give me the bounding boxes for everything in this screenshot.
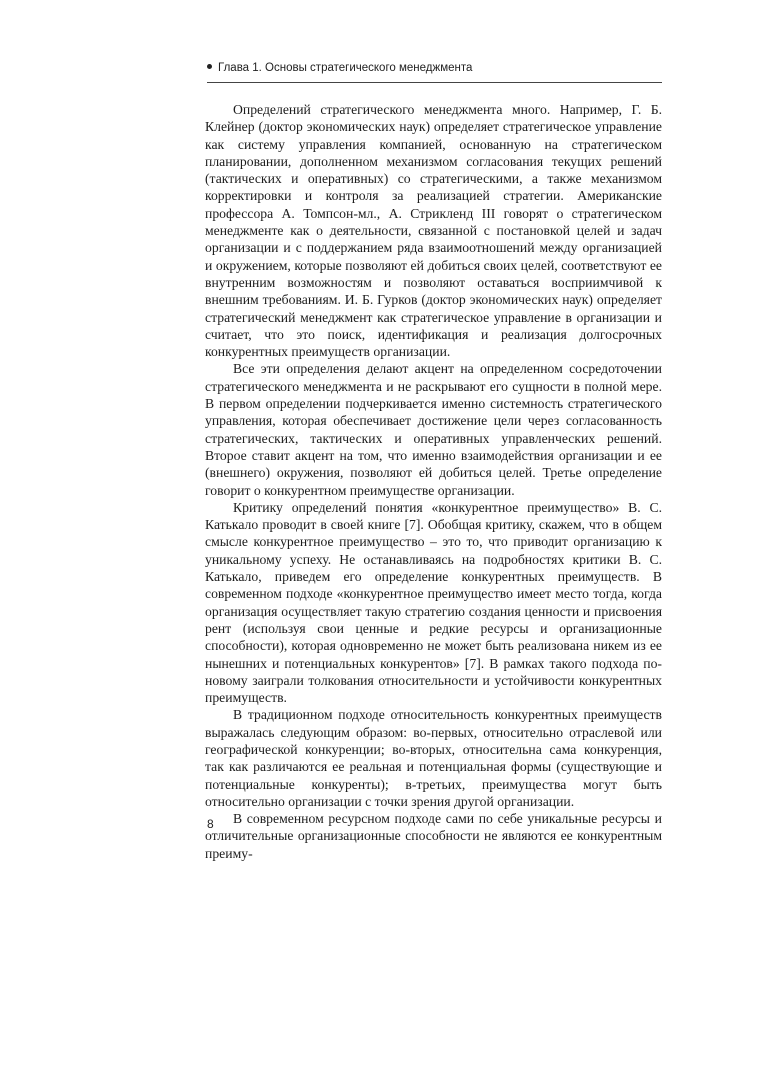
bullet-dot-icon	[207, 64, 212, 69]
page-body	[205, 101, 662, 862]
paragraph: Все эти определения делают акцент на определенном сосредоточении стратегического менеджмента и не раскрывают его сущности в полной мере. В первом определении подчеркивается именно системность стратегического управления, которая обеспечивает достижение цели через согласованность стратегических, тактических и оперативных управленческих решений. Второе ставит акцент на том, что именно взаимодействия организации и ее (внешнего) окружения, позволяют ей добиться целей. Третье определение говорит о конкурентном преимуществе организации.	[205, 361, 662, 498]
chapter-title: Глава 1. Основы стратегического менеджмента	[218, 62, 473, 74]
header-rule	[207, 82, 662, 83]
paragraph: В традиционном подходе относительность конкурентных преимуществ выражалась следующим образом: во-первых, относительно отраслевой или географической конкуренции; во-вторых, относительна сама конкуренция, так как различаются ее реальная и потенциальная формы (существующие и потенциальные конкуренты); в-третьих, преимущества могут быть относительно организации с точки зрения другой организации.	[205, 707, 662, 809]
paragraph: Определений стратегического менеджмента много. Например, Г. Б. Клейнер (доктор экономических наук) определяет стратегическое управление как систему управления компанией, основанную на стратегическом планировании, дополненном механизмом согласования текущих решений (тактических и оперативных) со стратегическими, а также механизмом корректировки и контроля за реализацией стратегии. Американские профессора А. Томпсон-мл., А. Стрикленд III говорят о стратегическом менеджменте как о деятельности, связанной с постановкой целей и задач организации и с поддержанием ряда взаимоотношений между организацией и окружением, которые позволяют ей добиться своих целей, соответствуют ее внутренним возможностям и позволяют оставаться восприимчивой к внешним требованиям. И. Б. Гурков (доктор экономических наук) определяет стратегический менеджмент как стратегическое управление в организации и считает, что это поиск, идентификация и реализация долгосрочных конкурентных преимуществ организации.	[205, 102, 662, 360]
page-number: 8	[207, 817, 214, 831]
running-header	[207, 62, 662, 74]
paragraph: В современном ресурсном подходе сами по себе уникальные ресурсы и отличительные организационные способности не являются ее конкурентным преиму-	[205, 811, 662, 861]
paragraph: Критику определений понятия «конкурентное преимущество» В. С. Катькало проводит в своей книге [7]. Обобщая критику, скажем, что в общем смысле конкурентное преимущество – это то, что приводит организацию к уникальному успеху. Не останавливаясь на подробностях критики В. С. Катькало, приведем его определение конкурентных преимуществ. В современном подходе «конкурентное преимущество имеет место тогда, когда организация осуществляет такую стратегию создания ценности и присвоения рент (используя свои ценные и редкие ресурсы и организационные способности), которая одновременно не может быть реализована никем из ее нынешних и потенциальных конкурентов» [7]. В рамках такого подхода по-новому заиграли толкования относительности и устойчивости конкурентных преимуществ.	[205, 499, 662, 706]
